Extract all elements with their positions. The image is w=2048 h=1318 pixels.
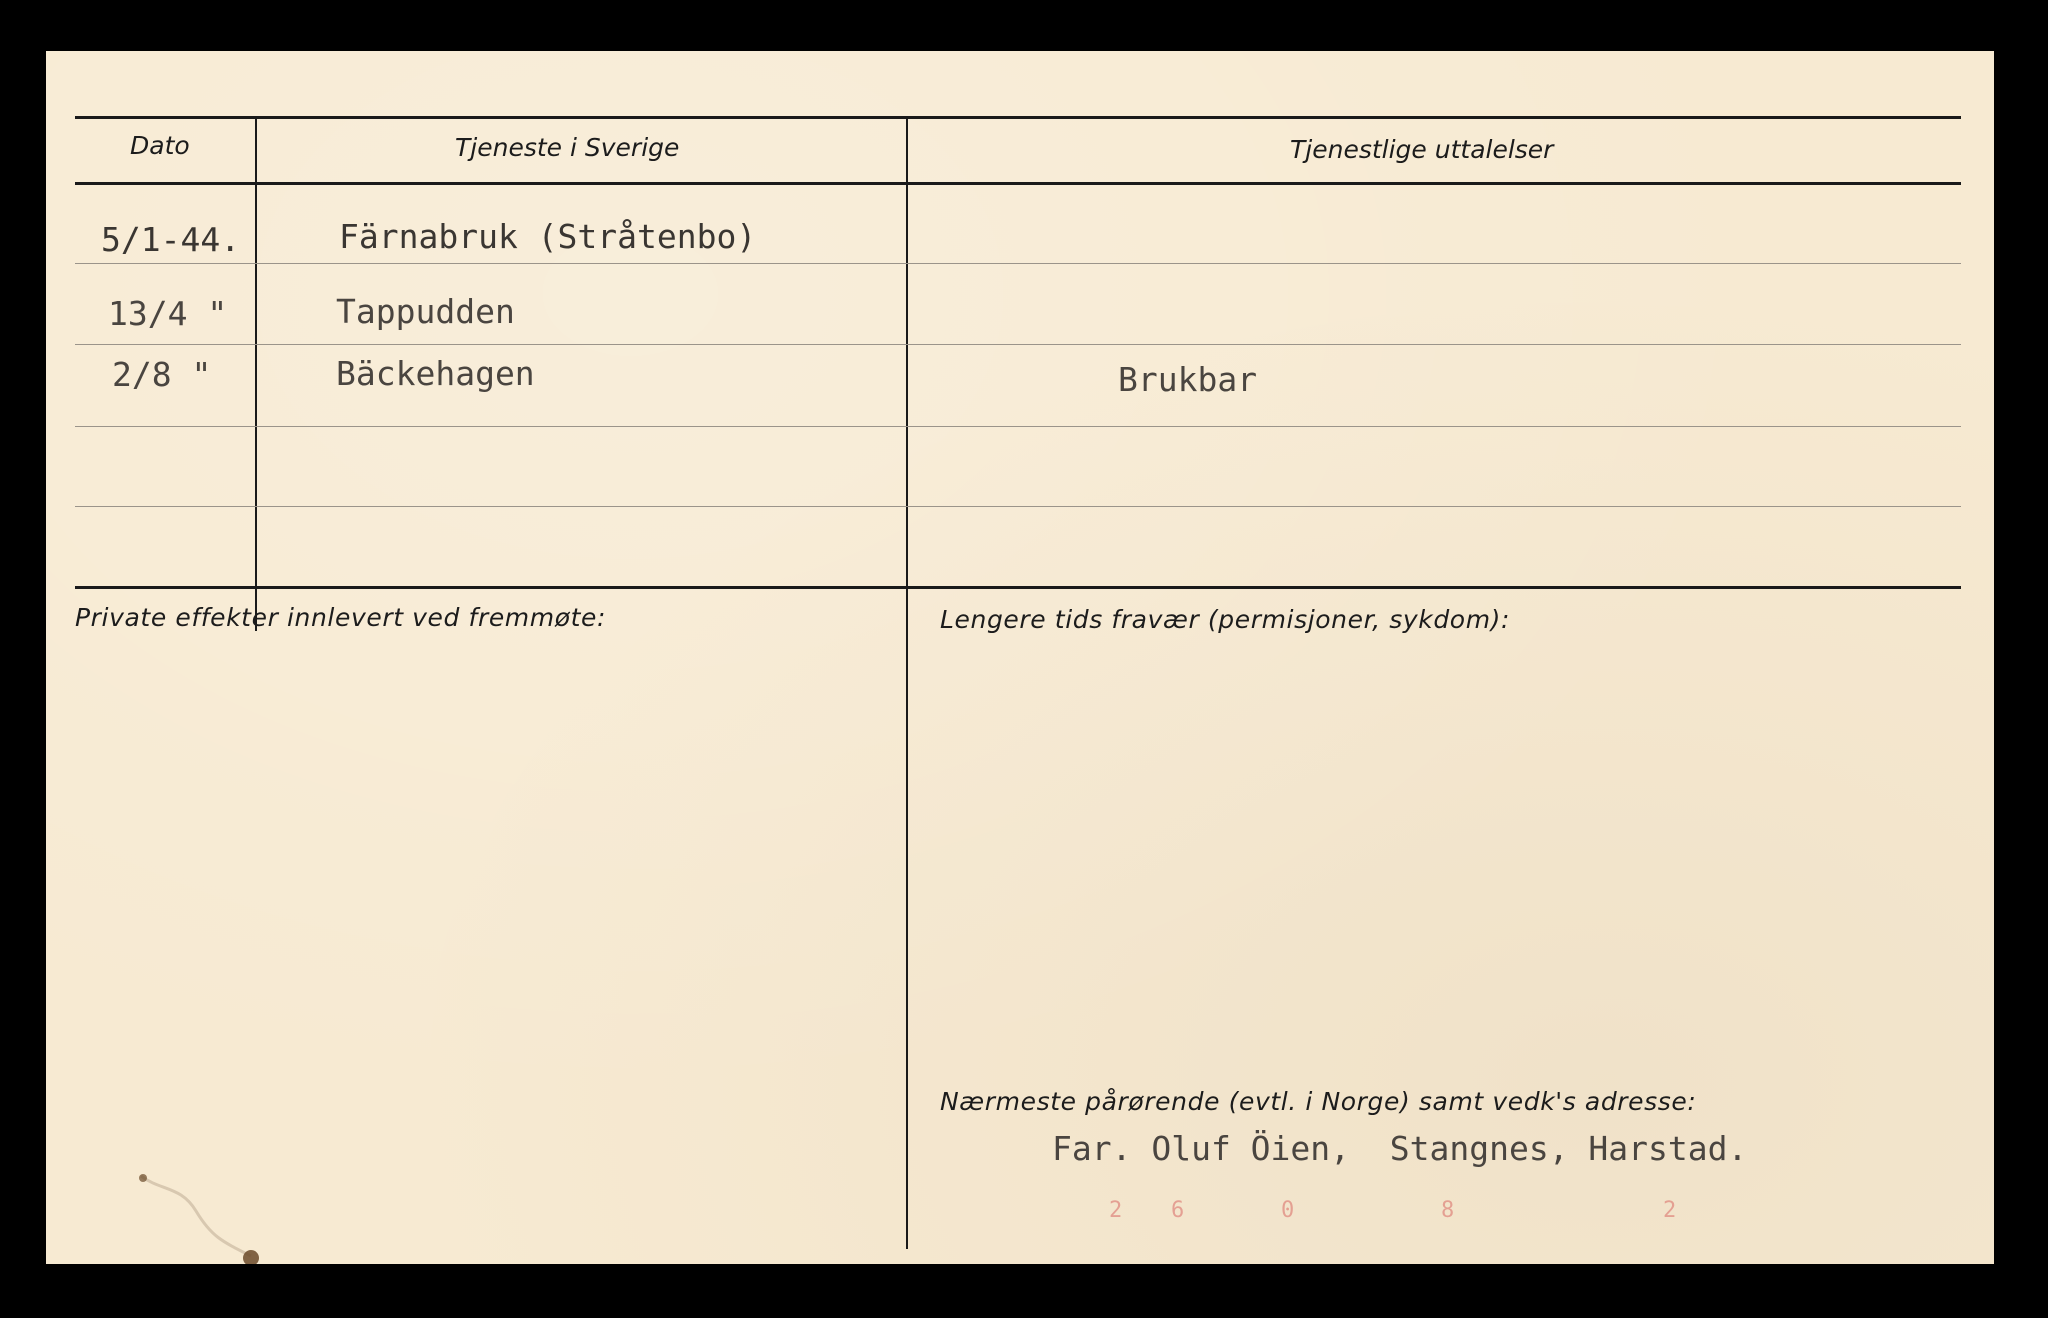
- column-divider-tjeneste: [906, 119, 908, 631]
- red-mark-1: 2: [1109, 1198, 1123, 1223]
- header-tjeneste: Tjeneste i Sverige: [455, 133, 680, 162]
- red-mark-4: 8: [1441, 1198, 1455, 1223]
- header-uttalelser: Tjenestlige uttalelser: [1290, 135, 1554, 164]
- table-bottom-rule: [75, 586, 1961, 589]
- row-2-tjeneste: Tappudden: [336, 292, 515, 331]
- naermeste-parorende-label: Nærmeste pårørende (evtl. i Norge) samt vedk's adresse:: [940, 1087, 1697, 1116]
- pin-stain-mark: [101, 1121, 281, 1264]
- red-mark-3: 0: [1281, 1198, 1295, 1223]
- row-line-1: [75, 263, 1961, 264]
- column-divider-dato: [255, 119, 257, 631]
- row-1-tjeneste: Färnabruk (Stråtenbo): [339, 217, 757, 256]
- row-line-2: [75, 344, 1961, 345]
- row-line-3: [75, 426, 1961, 427]
- red-mark-5: 2: [1663, 1198, 1677, 1223]
- row-1-dato: 5/1-44.: [101, 220, 241, 259]
- row-line-4: [75, 506, 1961, 507]
- row-3-uttalelse: Brukbar: [1118, 360, 1258, 399]
- header-top-rule: [75, 116, 1961, 119]
- red-mark-2: 6: [1171, 1198, 1185, 1223]
- header-bottom-rule: [75, 182, 1961, 185]
- row-2-dato: 13/4 ": [108, 294, 228, 333]
- fravaer-label: Lengere tids fravær (permisjoner, sykdom):: [940, 605, 1511, 634]
- red-stamp-marks: [1061, 1198, 1741, 1238]
- naermeste-parorende-value: Far. Oluf Öien, Stangnes, Harstad.: [1052, 1129, 1748, 1168]
- header-dato: Dato: [130, 131, 190, 160]
- row-3-tjeneste: Bäckehagen: [336, 354, 535, 393]
- record-card: [46, 51, 1994, 1264]
- row-3-dato: 2/8 ": [112, 355, 212, 394]
- lower-column-divider: [906, 589, 908, 1249]
- private-effekter-label: Private effekter innlevert ved fremmøte:: [75, 603, 607, 632]
